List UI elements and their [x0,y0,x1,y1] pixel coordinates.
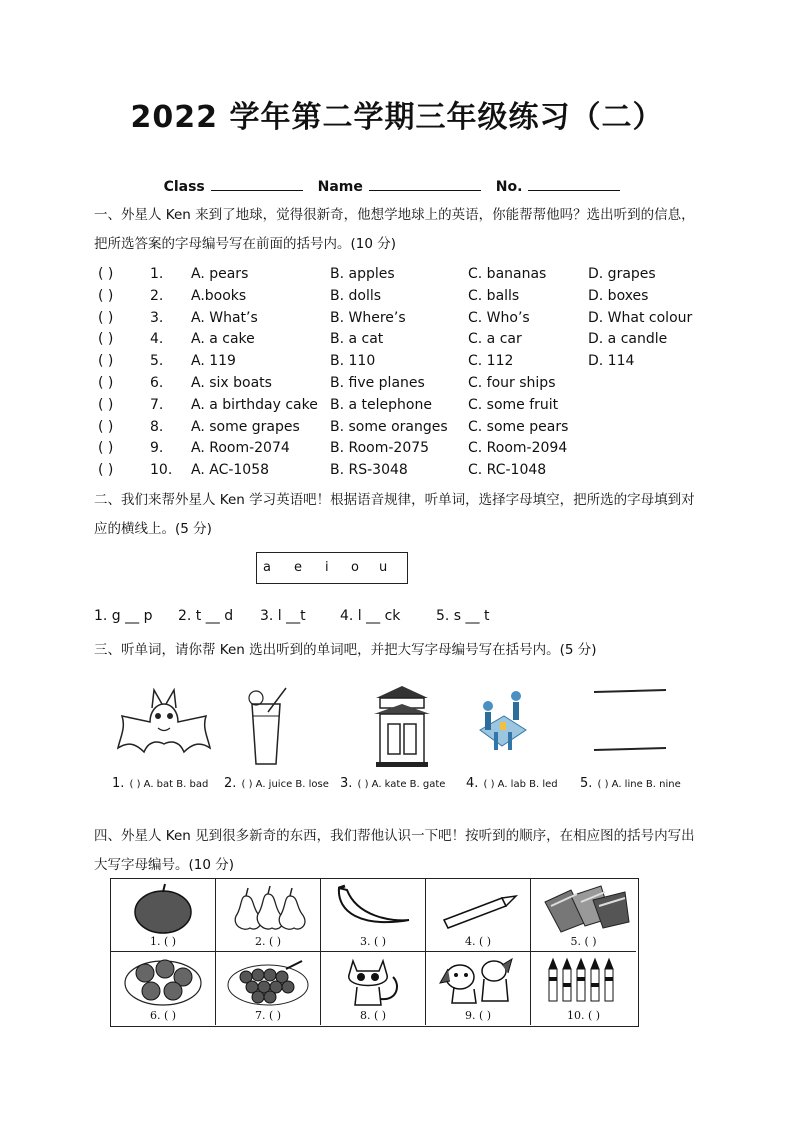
answer-parentheses[interactable]: ( ) [98,331,114,348]
letter-o: o [351,560,359,575]
banana-icon [331,882,415,934]
option-b: B. some oranges [330,418,448,435]
lines-icon [590,684,670,758]
picture-cell-grapes[interactable]: 7. ( ) [216,952,321,1025]
option-a: A. pears [191,266,249,282]
option-c: C. balls [468,287,520,304]
number-label: No. [495,179,523,195]
option-d: D. a candle [588,331,668,348]
option-d: D. grapes [588,266,656,282]
question-number: 1. [150,266,164,282]
name-label: Name [317,179,363,195]
option-d: D. 114 [588,353,635,370]
option-b: B. dolls [330,287,382,304]
listen-choice-5: 5. ( ) A. line B. nine [580,776,681,791]
option-c: C. some pears [468,418,569,435]
oranges-icon [121,955,205,1007]
question-number: 4. [150,331,164,348]
dogs-icon [436,955,520,1007]
question-number: 6. [150,375,164,391]
option-c: C. a car [468,331,522,348]
phonics-item[interactable]: 5. s __ t [436,608,490,624]
option-a: A. Room-2074 [191,440,290,457]
page-title: 2022 学年第二学期三年级练习（二） [130,100,664,135]
option-a: A. a cake [191,331,255,348]
pears-icon [226,882,310,934]
option-a: A. What’s [191,309,258,326]
option-b: B. a cat [330,331,384,348]
letter-a: a [263,560,271,575]
juice-glass-icon [244,686,290,766]
gate-icon [372,684,432,768]
picture-cell-dogs[interactable]: 9. ( ) [426,952,531,1025]
answer-parentheses[interactable]: ( ) [98,287,114,304]
option-b: B. 110 [330,353,376,370]
answer-parentheses[interactable]: ( ) [98,418,114,435]
option-c: C. some fruit [468,396,559,413]
listen-choice-1: 1. ( ) A. bat B. bad [112,776,209,791]
question-number: 2. [150,287,164,304]
answer-parentheses[interactable]: ( ) [98,309,114,326]
picture-cell-apple[interactable]: 1. ( ) [111,879,216,952]
letter-choice-box [256,552,408,584]
section4-heading: 四、外星人 Ken 见到很多新奇的东西，我们帮他认识一下吧！按听到的顺序，在相应图的括号内写出大写字母编号。(10 分) [94,828,695,873]
letter-u: u [379,560,388,575]
option-c: C. bananas [468,266,547,282]
question-number: 5. [150,353,164,370]
option-a: A. 119 [191,353,236,370]
phonics-item[interactable]: 4. l __ ck [340,608,401,624]
option-d: D. What colour [588,309,693,326]
option-b: B. RS-3048 [330,462,408,479]
picture-cell-crayons[interactable]: 10. ( ) [531,952,636,1025]
answer-parentheses[interactable]: ( ) [98,266,114,282]
pencil-icon [436,882,520,934]
question-number: 10. [150,462,173,479]
picture-cell-cat[interactable]: 8. ( ) [321,952,426,1025]
question-number: 9. [150,440,164,457]
option-c: C. four ships [468,375,556,391]
option-b: B. five planes [330,375,425,391]
phonics-item[interactable]: 1. g __ p [94,608,153,624]
answer-parentheses[interactable]: ( ) [98,375,114,391]
number-field[interactable] [528,176,620,191]
class-field[interactable] [211,176,303,191]
phonics-item[interactable]: 3. l __t [260,608,306,624]
answer-parentheses[interactable]: ( ) [98,440,114,457]
scarves-icon [541,882,631,934]
option-b: B. a telephone [330,396,432,413]
question-number: 7. [150,396,164,413]
option-c: C. RC-1048 [468,462,547,479]
answer-parentheses[interactable]: ( ) [98,353,114,370]
question-number: 8. [150,418,164,435]
question-number: 3. [150,309,164,326]
letter-i: i [325,560,329,575]
crayons-icon [541,955,625,1007]
option-a: A. six boats [191,375,272,391]
option-c: C. Who’s [468,309,530,326]
option-a: A. some grapes [191,418,300,435]
option-c: C. Room-2094 [468,440,568,457]
letter-e: e [294,560,302,575]
picture-grid [110,878,639,1027]
section2-heading: 二、我们来帮外星人 Ken 学习英语吧！根据语音规律，听单词，选择字母填空，把所选的字母填到对应的横线上。(5 分) [94,492,695,537]
phonics-item[interactable]: 2. t __ d [178,608,234,624]
name-field[interactable] [369,176,481,191]
apple-icon [121,882,205,934]
class-label: Class [163,179,205,195]
option-a: A. AC-1058 [191,462,270,479]
listen-choice-4: 4. ( ) A. lab B. led [466,776,558,791]
student-info-line [0,176,794,195]
answer-parentheses[interactable]: ( ) [98,396,114,413]
section1-heading: 一、外星人 Ken 来到了地球，觉得很新奇，他想学地球上的英语，你能帮帮他吗？选出听到的信息，把所选答案的字母编号写在前面的括号内。(10 分) [94,207,695,252]
picture-cell-banana[interactable]: 3. ( ) [321,879,426,952]
section3-heading: 三、听单词，请你帮 Ken 选出听到的单词吧，并把大写字母编号写在括号内。(5 分) [94,642,597,658]
option-b: B. apples [330,266,395,282]
cat-icon [331,955,415,1007]
answer-parentheses[interactable]: ( ) [98,462,114,479]
option-b: B. Room-2075 [330,440,430,457]
option-c: C. 112 [468,353,514,370]
picture-cell-scarves[interactable]: 5. ( ) [531,879,636,952]
option-a: A.books [191,287,247,304]
listen-choice-3: 3. ( ) A. kate B. gate [340,776,446,791]
option-b: B. Where’s [330,309,406,326]
option-d: D. boxes [588,287,649,304]
picture-cell-pears[interactable]: 2. ( ) [216,879,321,952]
picture-cell-pencil[interactable]: 4. ( ) [426,879,531,952]
lab-icon [474,686,530,766]
listen-choice-2: 2. ( ) A. juice B. lose [224,776,329,791]
bat-icon [116,684,212,764]
picture-cell-oranges[interactable]: 6. ( ) [111,952,216,1025]
grapes-icon [226,955,310,1007]
option-a: A. a birthday cake [191,396,318,413]
